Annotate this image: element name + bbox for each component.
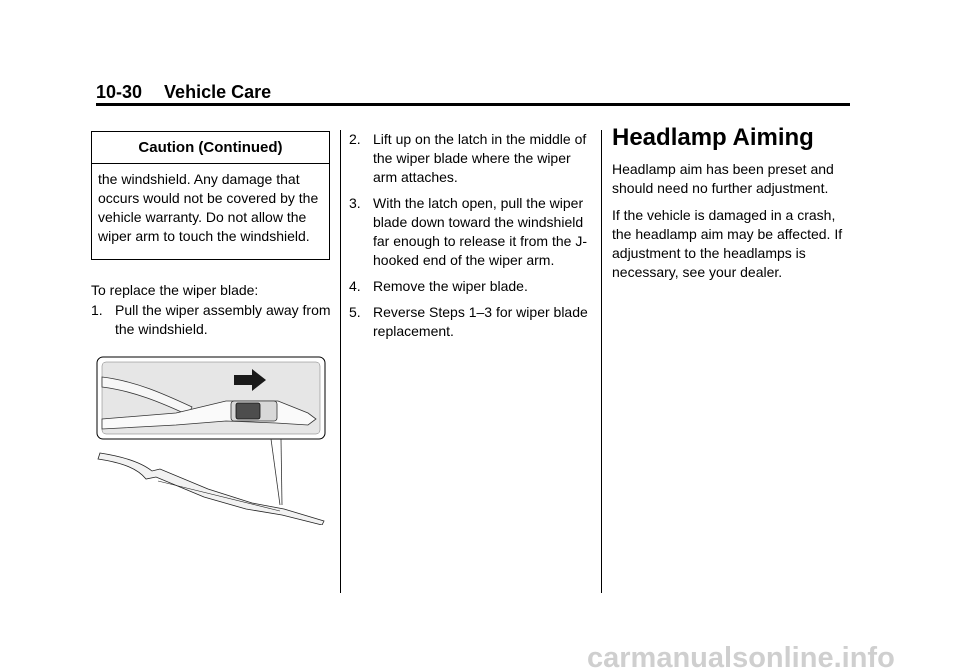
step-number: 3.: [349, 195, 361, 211]
step-text: Lift up on the latch in the middle of the wiper blade where the wiper arm attaches.: [373, 131, 587, 185]
header-rule: [96, 103, 850, 106]
step-item: [349, 303, 594, 341]
column-divider-left: [340, 130, 341, 593]
caution-body: the windshield. Any damage that occurs would not be covered by the vehicle warranty. Do not allow the wiper arm to touch the windshield.: [98, 171, 319, 244]
step-item: [349, 194, 594, 270]
steps-list-middle: [349, 130, 594, 348]
column-divider-right: [601, 130, 602, 593]
section-title: Vehicle Care: [164, 82, 272, 102]
step-text: Reverse Steps 1–3 for wiper blade replacement.: [373, 304, 588, 339]
page-header: [96, 82, 271, 103]
wiper-illustration: [96, 355, 332, 525]
intro-text: To replace the wiper blade:: [91, 282, 259, 298]
step-item: [349, 130, 594, 187]
step-item: [349, 277, 594, 296]
paragraph: Headlamp aim has been preset and should need no further adjustment.: [612, 161, 834, 196]
step-number: 1.: [91, 302, 103, 318]
page-number: 10-30: [96, 82, 143, 102]
step-item: [91, 301, 336, 339]
svg-text:carmanualsonline.info: carmanualsonline.info: [587, 642, 895, 672]
step-number: 4.: [349, 278, 361, 294]
caution-box: [91, 131, 330, 260]
step-text: Remove the wiper blade.: [373, 278, 528, 294]
steps-list-left: [91, 301, 336, 346]
step-number: 5.: [349, 304, 361, 320]
step-text: Pull the wiper assembly away from the windshield.: [115, 302, 331, 337]
step-number: 2.: [349, 131, 361, 147]
step-text: With the latch open, pull the wiper blade down toward the windshield far enough to release it from the J-hooked end of the wiper arm.: [373, 195, 587, 268]
section-heading: Headlamp Aiming: [612, 124, 814, 151]
paragraph: If the vehicle is damaged in a crash, the headlamp aim may be affected. If adjustment to the headlamps is necessary, see your dealer.: [612, 207, 843, 280]
caution-title: Caution (Continued): [92, 132, 329, 164]
